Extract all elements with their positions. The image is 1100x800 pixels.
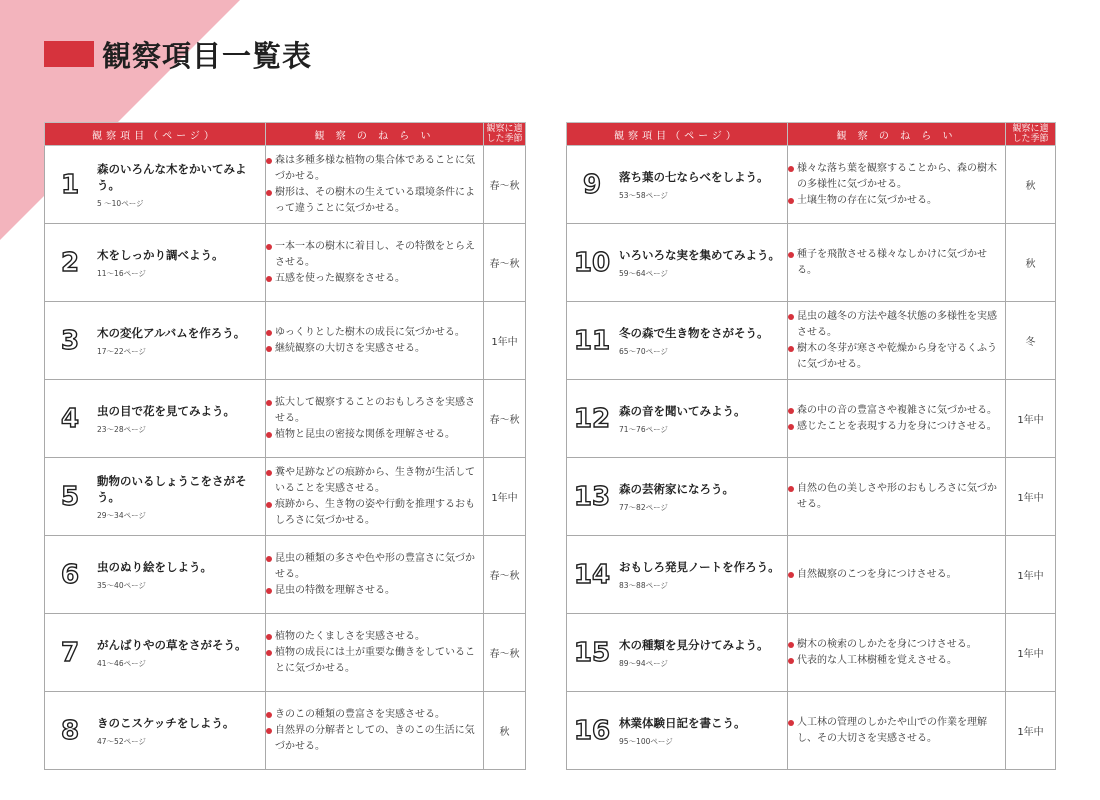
aims-cell bbox=[788, 380, 1006, 458]
title-accent-bar bbox=[44, 41, 94, 67]
aims-list bbox=[266, 153, 483, 217]
item-pages: 11～16ページ bbox=[97, 268, 146, 278]
item-cell bbox=[45, 614, 266, 692]
aims-list bbox=[266, 629, 483, 677]
aims-cell bbox=[788, 146, 1006, 224]
table-row bbox=[45, 146, 526, 224]
aim-item: 五感を使った観察をさせる。 bbox=[266, 271, 483, 287]
item-cell bbox=[567, 224, 788, 302]
table-row bbox=[567, 692, 1056, 770]
item-title: 森のいろんな木をかいてみよう。 bbox=[97, 161, 247, 192]
aim-item: きのこの種類の豊富さを実感させる。 bbox=[266, 707, 483, 723]
season-cell: 秋 bbox=[484, 692, 526, 770]
header-item: 観察項目（ページ） bbox=[567, 123, 788, 146]
aims-cell bbox=[266, 536, 484, 614]
aims-cell bbox=[266, 458, 484, 536]
aims-list bbox=[788, 567, 1005, 583]
aims-cell bbox=[788, 692, 1006, 770]
item-title: 動物のいるしょうこをさがそう。 bbox=[97, 473, 247, 504]
table-row bbox=[567, 224, 1056, 302]
table-row bbox=[567, 458, 1056, 536]
item-text bbox=[617, 247, 780, 279]
item-content bbox=[45, 247, 265, 279]
season-cell: 春～秋 bbox=[484, 224, 526, 302]
item-number: 15 bbox=[573, 637, 611, 668]
table-row bbox=[45, 224, 526, 302]
item-cell bbox=[45, 692, 266, 770]
aim-item: 樹形は、その樹木の生えている環境条件によって違うことに気づかせる。 bbox=[266, 185, 483, 217]
item-pages: 29～34ページ bbox=[97, 510, 146, 520]
season-cell: 1年中 bbox=[1006, 692, 1056, 770]
table-row bbox=[567, 536, 1056, 614]
item-cell bbox=[567, 692, 788, 770]
item-pages: 35～40ページ bbox=[97, 580, 146, 590]
aim-item: 植物と昆虫の密接な関係を理解させる。 bbox=[266, 427, 483, 443]
aim-item: 代表的な人工林樹種を覚えさせる。 bbox=[788, 653, 1005, 669]
aims-cell bbox=[788, 302, 1006, 380]
item-title: 林業体験日記を書こう。 bbox=[619, 715, 746, 730]
table-header-row bbox=[567, 123, 1056, 146]
item-text bbox=[617, 325, 769, 357]
season-cell: 春～秋 bbox=[484, 614, 526, 692]
item-text bbox=[95, 473, 265, 521]
item-content bbox=[567, 559, 787, 591]
item-title: きのこスケッチをしよう。 bbox=[97, 715, 235, 730]
aim-item: 一本一本の樹木に着目し、その特徴をとらえさせる。 bbox=[266, 239, 483, 271]
aims-list bbox=[788, 637, 1005, 669]
aim-item: 植物のたくましさを実感させる。 bbox=[266, 629, 483, 645]
item-content bbox=[45, 715, 265, 747]
page-header bbox=[44, 36, 312, 72]
aims-cell bbox=[788, 614, 1006, 692]
aim-item: 森の中の音の豊富さや複雑さに気づかせる。 bbox=[788, 403, 1005, 419]
item-pages: 95～100ページ bbox=[619, 736, 673, 746]
season-cell: 1年中 bbox=[484, 302, 526, 380]
aim-item: 継続観察の大切さを実感させる。 bbox=[266, 341, 483, 357]
aim-item: 昆虫の越冬の方法や越冬状態の多様性を実感させる。 bbox=[788, 309, 1005, 341]
item-number: 1 bbox=[60, 169, 80, 200]
observation-table-right bbox=[566, 122, 1056, 770]
item-pages: 17～22ページ bbox=[97, 346, 146, 356]
item-pages: 5 ～10ページ bbox=[97, 198, 144, 208]
header-season-line2: した季節 bbox=[486, 134, 523, 144]
item-text bbox=[617, 559, 780, 591]
aim-item: 様々な落ち葉を観察することから、森の樹木の多様性に気づかせる。 bbox=[788, 161, 1005, 193]
season-cell: 秋 bbox=[1006, 146, 1056, 224]
page-title: 観察項目一覧表 bbox=[102, 38, 313, 73]
item-text bbox=[95, 559, 212, 591]
aim-item: 人工林の管理のしかたや山での作業を理解し、その大切さを実感させる。 bbox=[788, 715, 1005, 747]
item-title: 森の音を聞いてみよう。 bbox=[619, 403, 746, 418]
aim-item: 自然の色の美しさや形のおもしろさに気づかせる。 bbox=[788, 481, 1005, 513]
item-number: 6 bbox=[60, 559, 80, 590]
item-title: 森の芸術家になろう。 bbox=[619, 481, 734, 496]
item-text bbox=[95, 403, 235, 435]
season-cell: 1年中 bbox=[1006, 458, 1056, 536]
item-cell bbox=[567, 458, 788, 536]
aims-cell bbox=[788, 536, 1006, 614]
item-pages: 89～94ページ bbox=[619, 658, 668, 668]
item-number: 4 bbox=[60, 403, 80, 434]
season-cell: 1年中 bbox=[1006, 536, 1056, 614]
season-cell: 1年中 bbox=[1006, 614, 1056, 692]
item-cell bbox=[567, 302, 788, 380]
aim-item: 昆虫の種類の多さや色や形の豊富さに気づかせる。 bbox=[266, 551, 483, 583]
aims-list bbox=[788, 247, 1005, 279]
item-content bbox=[567, 169, 787, 201]
item-number: 10 bbox=[573, 247, 611, 278]
item-content bbox=[45, 403, 265, 435]
item-cell bbox=[45, 458, 266, 536]
item-content bbox=[567, 325, 787, 357]
aims-list bbox=[266, 395, 483, 443]
aims-list bbox=[788, 309, 1005, 373]
item-content bbox=[45, 559, 265, 591]
item-cell bbox=[45, 146, 266, 224]
item-number: 11 bbox=[573, 325, 611, 356]
item-title: 落ち葉の七ならべをしよう。 bbox=[619, 169, 769, 184]
aims-cell bbox=[266, 146, 484, 224]
item-cell bbox=[45, 302, 266, 380]
header-item: 観察項目（ページ） bbox=[45, 123, 266, 146]
item-pages: 65～70ページ bbox=[619, 346, 668, 356]
aims-cell bbox=[266, 692, 484, 770]
season-cell: 春～秋 bbox=[484, 536, 526, 614]
item-number: 8 bbox=[60, 715, 80, 746]
table-header-row bbox=[45, 123, 526, 146]
header-aims: 観 察 の ね ら い bbox=[266, 123, 484, 146]
header-season bbox=[484, 123, 526, 146]
item-number: 13 bbox=[573, 481, 611, 512]
aims-cell bbox=[788, 224, 1006, 302]
item-title: 木の変化アルバムを作ろう。 bbox=[97, 325, 246, 340]
item-number: 7 bbox=[60, 637, 80, 668]
aim-item: 自然界の分解者としての、きのこの生活に気づかせる。 bbox=[266, 723, 483, 755]
header-season bbox=[1006, 123, 1056, 146]
item-text bbox=[95, 325, 245, 357]
item-text bbox=[95, 161, 265, 209]
item-content bbox=[45, 637, 265, 669]
item-content bbox=[45, 325, 265, 357]
aims-cell bbox=[266, 302, 484, 380]
item-pages: 53～58ページ bbox=[619, 190, 668, 200]
season-cell: 冬 bbox=[1006, 302, 1056, 380]
aims-list bbox=[266, 325, 483, 357]
aims-cell bbox=[266, 224, 484, 302]
item-text bbox=[617, 637, 769, 669]
item-number: 12 bbox=[573, 403, 611, 434]
item-number: 16 bbox=[573, 715, 611, 746]
item-cell bbox=[45, 380, 266, 458]
aim-item: 土壌生物の存在に気づかせる。 bbox=[788, 193, 1005, 209]
item-pages: 83～88ページ bbox=[619, 580, 668, 590]
item-content bbox=[567, 247, 787, 279]
table-row bbox=[567, 380, 1056, 458]
item-number: 9 bbox=[582, 169, 602, 200]
aim-item: 樹木の検索のしかたを身につけさせる。 bbox=[788, 637, 1005, 653]
aim-item: 森は多種多様な植物の集合体であることに気づかせる。 bbox=[266, 153, 483, 185]
table-row bbox=[45, 380, 526, 458]
item-text bbox=[617, 715, 746, 747]
item-content bbox=[567, 403, 787, 435]
item-number: 3 bbox=[60, 325, 80, 356]
table-row bbox=[567, 146, 1056, 224]
aims-list bbox=[788, 715, 1005, 747]
table-row bbox=[567, 614, 1056, 692]
table-row bbox=[45, 536, 526, 614]
item-title: 木の種類を見分けてみよう。 bbox=[619, 637, 769, 652]
header-aims: 観 察 の ね ら い bbox=[788, 123, 1006, 146]
header-season-line1: 観察に適 bbox=[486, 124, 523, 134]
item-cell bbox=[567, 146, 788, 224]
aims-cell bbox=[266, 380, 484, 458]
aim-item: ゆっくりとした樹木の成長に気づかせる。 bbox=[266, 325, 483, 341]
item-text bbox=[617, 169, 769, 201]
item-title: 木をしっかり調べよう。 bbox=[97, 247, 224, 262]
table-row bbox=[45, 692, 526, 770]
aims-list bbox=[266, 465, 483, 529]
item-cell bbox=[567, 536, 788, 614]
aims-list bbox=[266, 239, 483, 287]
item-number: 2 bbox=[60, 247, 80, 278]
table-row bbox=[45, 302, 526, 380]
header-season-line2: した季節 bbox=[1012, 134, 1049, 144]
aims-list bbox=[788, 481, 1005, 513]
aim-item: 感じたことを表現する力を身につけさせる。 bbox=[788, 419, 1005, 435]
item-pages: 47～52ページ bbox=[97, 736, 146, 746]
item-pages: 59～64ページ bbox=[619, 268, 668, 278]
season-cell: 1年中 bbox=[1006, 380, 1056, 458]
item-content bbox=[45, 161, 265, 209]
item-text bbox=[617, 481, 734, 513]
aims-cell bbox=[266, 614, 484, 692]
aims-list bbox=[788, 403, 1005, 435]
season-cell: 秋 bbox=[1006, 224, 1056, 302]
item-content bbox=[567, 637, 787, 669]
table-row bbox=[45, 458, 526, 536]
aim-item: 自然観察のこつを身につけさせる。 bbox=[788, 567, 1005, 583]
table-row bbox=[45, 614, 526, 692]
item-content bbox=[45, 473, 265, 521]
item-number: 14 bbox=[573, 559, 611, 590]
item-cell bbox=[567, 380, 788, 458]
item-cell bbox=[45, 224, 266, 302]
aim-item: 植物の成長には土が重要な働きをしていることに気づかせる。 bbox=[266, 645, 483, 677]
item-content bbox=[567, 715, 787, 747]
aim-item: 種子を飛散させる様々なしかけに気づかせる。 bbox=[788, 247, 1005, 279]
observation-table-left bbox=[44, 122, 526, 770]
aims-cell bbox=[788, 458, 1006, 536]
item-title: がんばりやの草をさがそう。 bbox=[97, 637, 247, 652]
aim-item: 昆虫の特徴を理解させる。 bbox=[266, 583, 483, 599]
header-season-line1: 観察に適 bbox=[1012, 124, 1049, 134]
item-cell bbox=[45, 536, 266, 614]
aims-list bbox=[788, 161, 1005, 209]
aim-item: 拡大して観察することのおもしろさを実感させる。 bbox=[266, 395, 483, 427]
season-cell: 春～秋 bbox=[484, 380, 526, 458]
aims-list bbox=[266, 707, 483, 755]
aims-list bbox=[266, 551, 483, 599]
item-text bbox=[95, 715, 234, 747]
item-title: いろいろな実を集めてみよう。 bbox=[619, 247, 780, 262]
item-pages: 23～28ページ bbox=[97, 424, 146, 434]
item-text bbox=[617, 403, 746, 435]
item-pages: 77～82ページ bbox=[619, 502, 668, 512]
aim-item: 樹木の冬芽が寒さや乾燥から身を守るくふうに気づかせる。 bbox=[788, 341, 1005, 373]
item-text bbox=[95, 247, 224, 279]
item-title: 虫のぬり絵をしよう。 bbox=[97, 559, 212, 574]
item-text bbox=[95, 637, 247, 669]
item-content bbox=[567, 481, 787, 513]
table-row bbox=[567, 302, 1056, 380]
item-title: 冬の森で生き物をさがそう。 bbox=[619, 325, 769, 340]
item-title: おもしろ発見ノートを作ろう。 bbox=[619, 559, 780, 574]
item-pages: 41～46ページ bbox=[97, 658, 146, 668]
aim-item: 痕跡から、生き物の姿や行動を推理するおもしろさに気づかせる。 bbox=[266, 497, 483, 529]
item-title: 虫の目で花を見てみよう。 bbox=[97, 403, 235, 418]
season-cell: 1年中 bbox=[484, 458, 526, 536]
aim-item: 糞や足跡などの痕跡から、生き物が生活していることを実感させる。 bbox=[266, 465, 483, 497]
item-number: 5 bbox=[60, 481, 80, 512]
item-pages: 71～76ページ bbox=[619, 424, 668, 434]
season-cell: 春～秋 bbox=[484, 146, 526, 224]
item-cell bbox=[567, 614, 788, 692]
